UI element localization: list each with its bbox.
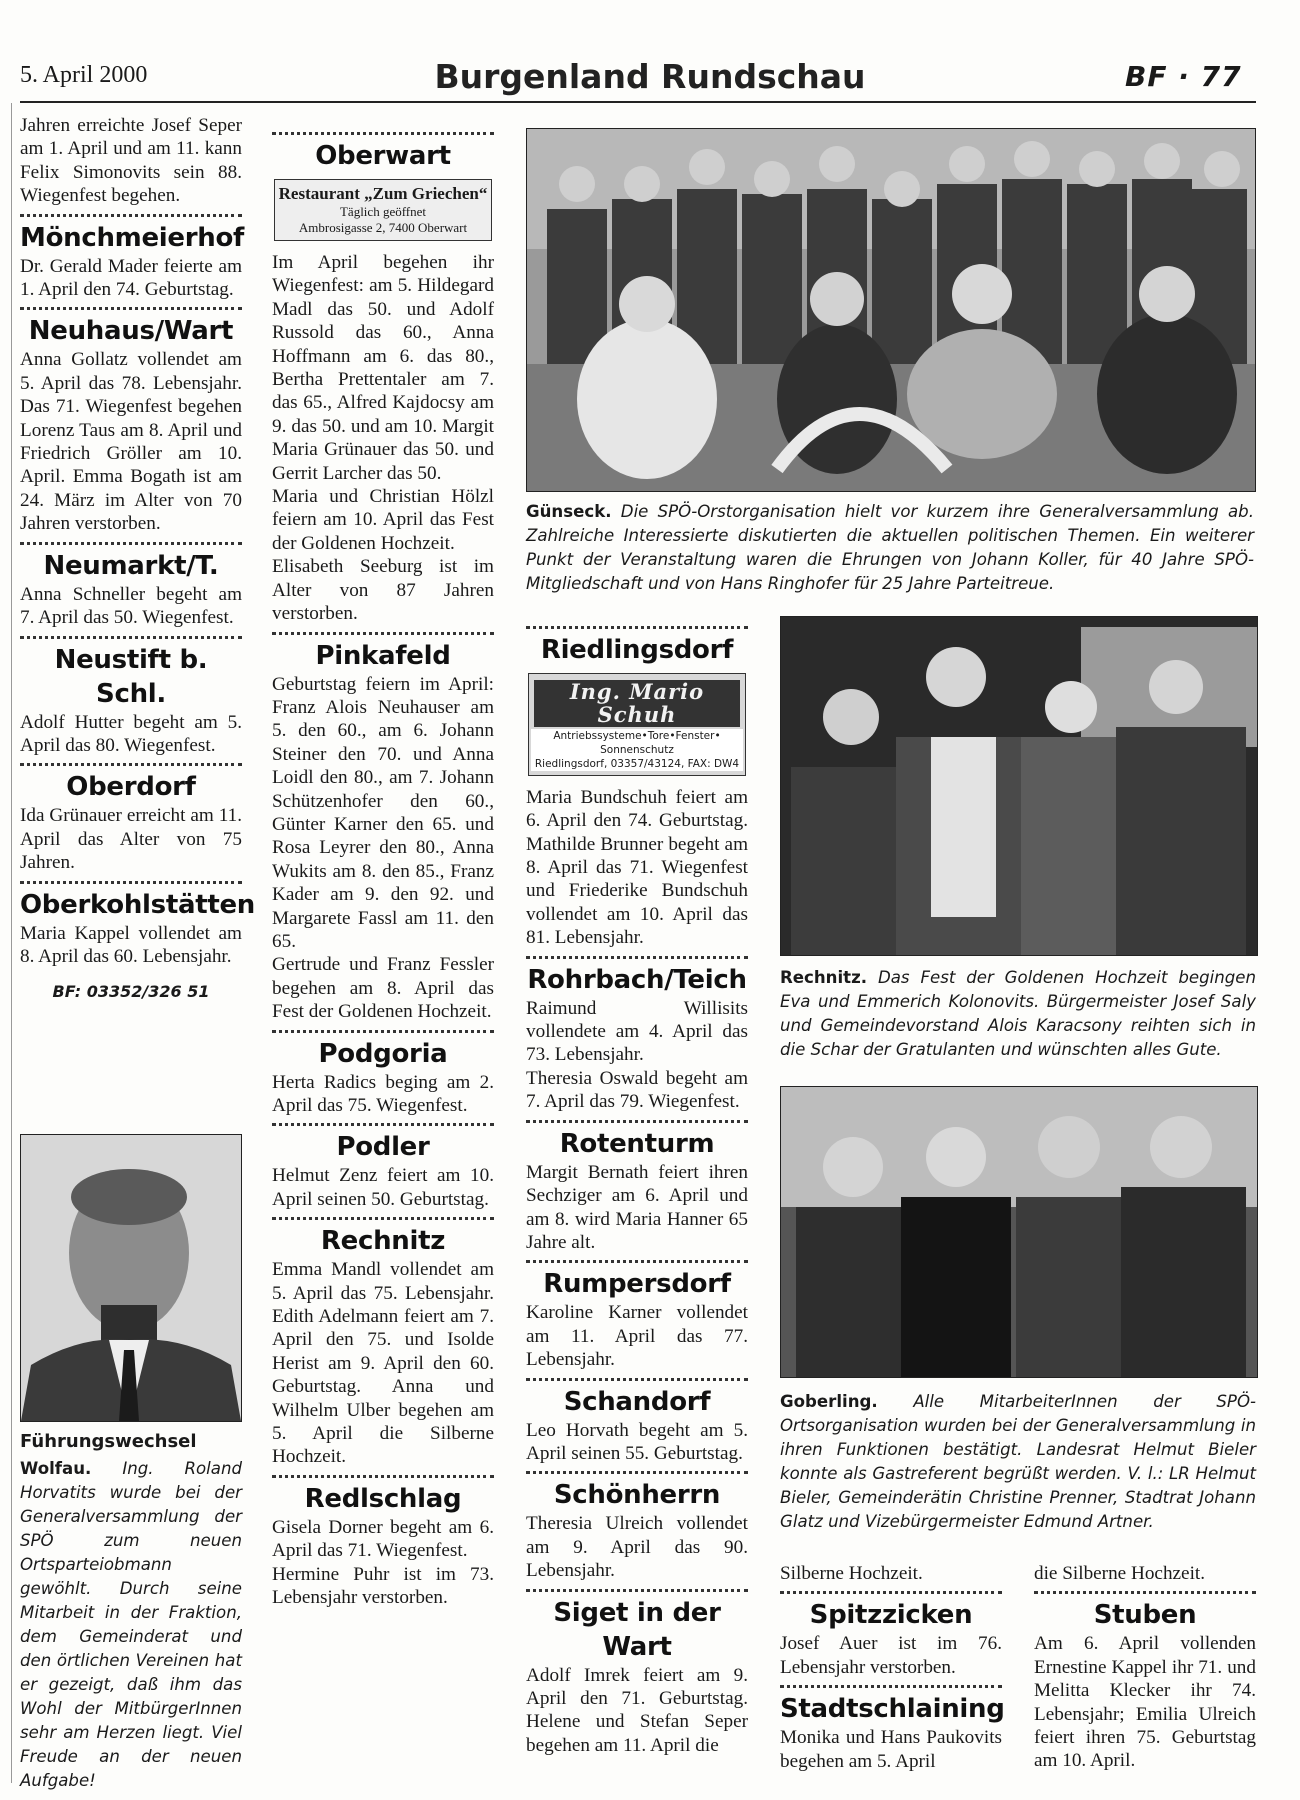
section-text: Silberne Hochzeit. (780, 1563, 923, 1584)
section-text: Maria und Christian Hölzl feiern am 10. April das Fest der Goldenen Hochzeit. (272, 486, 494, 554)
company-ad (528, 673, 746, 776)
section-text: Adolf Imrek feiert am 9. April den 71. Geburtstag. Helene und Stefan Seper begehen am 11. April die (526, 1664, 748, 1756)
feature-place: Wolfau. (20, 1459, 92, 1479)
section-text: Leo Horvath begeht am 5. April seinen 55. Geburtstag. (526, 1419, 748, 1464)
section-text: Im April begehen ihr Wiegenfest: am 5. Hildegard Madl das 50. und Adolf Russold das 60., Anna Hoffmann am 6. das 80., Bertha Prettentaler am 7. das 65., Alfred Kajdocsy am 9. das 50. und am 10. Margit Maria Grünauer das 50. und Gerrit Larcher das 50. (272, 252, 494, 484)
section-text: Anna Gollatz vollendet am 5. April das 78. Lebensjahr. Das 71. Wiegenfest begehen Lorenz Taus am 8. April und Friedrich Gröller am 10. April. Emma Bogath ist am 24. März im Alter von 70 Jahren verstorben. (20, 349, 242, 535)
divider (272, 1030, 494, 1033)
section-text: Theresia Ulreich vollendet am 9. April das 90. Lebensjahr. (526, 1513, 748, 1582)
section-head: Oberwart (315, 141, 451, 171)
column-4 (780, 1562, 1005, 1773)
group-photo-guenseck (526, 128, 1256, 492)
section-head: Rotenturm (559, 1128, 715, 1159)
caption-place: Goberling. (780, 1392, 878, 1411)
portrait-photo (20, 1134, 242, 1422)
section-text: Gisela Dorner begeht am 6. April das 71. Wiegenfest. (272, 1516, 494, 1562)
divider (20, 763, 242, 766)
section-head: Podgoria (318, 1038, 448, 1069)
section-text: Elisabeth Seeburg ist im Alter von 87 Jahren verstorben. (272, 556, 494, 625)
caption-text: Das Fest der Goldenen Hochzeit begingen Eva und Emmerich Kolonovits. Bürgermeister Josef Saly und Gemeindevorstand Alois Karacsony reihten sich in die Schar der Gratulanten und wünschten alles Gute. (780, 968, 1256, 1059)
divider (526, 626, 748, 629)
section-text: Raimund Willisits vollendete am 4. April das 73. Lebensjahr. (526, 997, 748, 1066)
divider (20, 881, 242, 884)
divider (526, 956, 748, 959)
ad-line: Antriebssysteme•Tore•Fenster• Sonnenschutz (531, 729, 743, 757)
restaurant-ad (274, 179, 492, 241)
feature-text: Ing. Roland Horvatits wurde bei der Generalversammlung der SPÖ zum neuen Ortsparteiobmann gewöhlt. Durch seine Mitarbeit in der Fraktion, dem Gemeinderat und den örtlichen Vereinen hat er gezeigt, daß ihm das Wohl der MitbürgerInnen sehr am Herzen liegt. Viel Freude an der neuen Aufgabe! (20, 1459, 242, 1791)
section-text: Maria Kappel vollendet am 8. April das 60. Lebensjahr. (20, 922, 242, 967)
divider (272, 132, 494, 135)
section-head: Siget in der Wart (553, 1597, 721, 1662)
section-head: Stuben (1093, 1600, 1197, 1631)
section-head: Podler (336, 1132, 430, 1163)
divider (272, 1217, 494, 1220)
phone-number: BF: 03352/326 51 (52, 982, 210, 1002)
newspaper-title: Burgenland Rundschau (434, 57, 866, 96)
section-text: Monika und Hans Paukovits begehen am 5. April (780, 1727, 1002, 1772)
column-2 (272, 126, 494, 1610)
ad-line: Riedlingsdorf, 03357/43124, FAX: DW4 (531, 757, 743, 771)
section-text: Ida Grünauer erreicht am 11. April das Alter von 75 Jahren. (20, 805, 242, 874)
divider (526, 1378, 748, 1381)
photo-goberling (780, 1086, 1258, 1378)
section-text: Dr. Gerald Mader feierte am 1. April den 74. Geburtstag. (20, 255, 242, 301)
caption-goberling (780, 1390, 1256, 1534)
divider (526, 1120, 748, 1123)
section-head: Redlschlag (304, 1483, 462, 1514)
caption-rechnitz (780, 966, 1256, 1062)
column-3 (526, 620, 748, 1757)
ad-brand: Ing. Mario Schuh (534, 680, 740, 727)
section-text: Gertrude und Franz Fessler begehen am 8. April das Fest der Goldenen Hochzeit. (272, 954, 494, 1023)
section-head: Neumarkt/T. (43, 550, 219, 581)
ad-line: Täglich geöffnet (339, 204, 427, 219)
caption-text: Die SPÖ-Orstorganisation hielt vor kurzem ihre Generalversammlung ab. Zahlreiche Interessierte diskutierten die aktuellen politischen Themen. Ein weiterer Punkt der Veranstaltung waren die Ehrungen von Johann Koller, für 40 Jahre SPÖ-Mitgliedschaft und von Hans Ringhofer für 25 Jahre Parteitreue. (526, 502, 1254, 593)
section-head: Oberkohlstätten (20, 889, 255, 920)
caption-place: Rechnitz. (780, 968, 868, 987)
column-5 (1034, 1562, 1256, 1773)
section-head: Schandorf (563, 1386, 711, 1417)
divider (526, 1589, 748, 1592)
feature-title: Führungswechsel (20, 1431, 197, 1452)
section-text: Am 6. April vollenden Ernestine Kappel ihr 71. und Melitta Klecker ihr 74. Lebensjahr; Emilia Ulreich feiert ihren 75. Geburtstag am 10. April. (1034, 1633, 1256, 1772)
divider (20, 307, 242, 310)
section-head: Riedlingsdorf (540, 635, 734, 665)
section-text: die Silberne Hochzeit. (1034, 1563, 1206, 1584)
divider (780, 1685, 1002, 1688)
caption-guenseck (526, 500, 1254, 596)
section-text: Geburtstag feiern im April: Franz Alois Neuhauser am 5. den 60., am 6. Johann Steiner den 70. und Anna Loidl den 80., am 7. Johann Schützenhofer den 60., Günter Karner den 65. und Rosa Leyrer den 80., Anna Wukits am 8. den 85., Franz Kader am 9. den 92. und Margarete Fassl am 11. den 65. (272, 673, 494, 952)
page-edge-line (11, 103, 12, 1783)
section-head: Rechnitz (320, 1226, 446, 1257)
section-text: Helmut Zenz feiert am 10. April seinen 50. Geburtstag. (272, 1165, 494, 1210)
divider (526, 1471, 748, 1474)
section-text: Emma Mandl vollendet am 5. April das 75. Lebensjahr. Edith Adelmann feiert am 7. April den 75. und Isolde Herist am 9. April den 60. Geburtstag. Anna und Wilhelm Ulber begehen am 5. April die Silberne Hochzeit. (272, 1259, 494, 1468)
divider (272, 1123, 494, 1126)
page-number: BF · 77 (1125, 60, 1242, 93)
intro-text: Jahren erreichte Josef Seper am 1. April und am 11. kann Felix Simonovits sein 88. Wiegenfest begehen. (20, 115, 242, 207)
ad-line: Ambrosigasse 2, 7400 Oberwart (298, 220, 468, 235)
section-head: Oberdorf (66, 772, 196, 803)
header-rule (20, 101, 1256, 103)
ad-name: Restaurant „Zum Griechen“ (278, 184, 488, 203)
section-text: Maria Bundschuh feiert am 6. April den 74. Geburtstag. Mathilde Brunner begeht am 8. April das 71. Wiegenfest und Friederike Bundschuh vollendet am 10. April das 81. Lebensjahr. (526, 786, 748, 949)
section-text: Anna Schneller begeht am 7. April das 50. Wiegenfest. (20, 583, 242, 629)
section-head: Mönchmeierhof (20, 222, 245, 253)
section-head: Pinkafeld (315, 640, 451, 671)
column-1 (20, 114, 255, 1016)
section-text: Josef Auer ist im 76. Lebensjahr verstorben. (780, 1633, 1002, 1678)
section-text: Margit Bernath feiert ihren Sechziger am 6. April und am 8. wird Maria Hanner 65 Jahre alt. (526, 1161, 748, 1253)
section-text: Adolf Hutter begeht am 5. April das 80. Wiegenfest. (20, 711, 242, 756)
section-head: Rohrbach/Teich (527, 964, 747, 995)
divider (526, 1260, 748, 1263)
caption-text: Alle MitarbeiterInnen der SPÖ-Ortsorganisation wurden bei der Generalversammlung in ihren Funktionen bestätigt. Landesrat Helmut Bieler konnte als Gastreferent begrüßt werden. V. l.: LR Helmut Bieler, Gemeinderätin Christine Prenner, Stadtrat Johann Glatz und Vizebürgermeister Edmund Artner. (780, 1392, 1256, 1531)
divider (272, 1475, 494, 1478)
divider (1034, 1591, 1256, 1594)
feature-article (20, 1430, 242, 1793)
section-head: Rumpersdorf (543, 1269, 731, 1300)
photo-rechnitz (780, 616, 1258, 956)
section-head: Schönherrn (553, 1480, 721, 1511)
caption-place: Günseck. (526, 502, 612, 521)
section-head: Neuhaus/Wart (28, 316, 234, 347)
issue-date: 5. April 2000 (20, 62, 148, 88)
divider (20, 214, 242, 217)
divider (780, 1591, 1002, 1594)
divider (272, 632, 494, 635)
section-text: Herta Radics beging am 2. April das 75. Wiegenfest. (272, 1071, 494, 1116)
section-head: Spitzzicken (809, 1600, 973, 1631)
section-text: Karoline Karner vollendet am 11. April das 77. Lebensjahr. (526, 1302, 748, 1371)
divider (20, 636, 242, 639)
section-head: Neustift b. Schl. (54, 644, 208, 709)
section-text: Hermine Puhr ist im 73. Lebensjahr verstorben. (272, 1563, 494, 1609)
divider (20, 542, 242, 545)
section-head: Stadtschlaining (780, 1694, 1005, 1725)
section-text: Theresia Oswald begeht am 7. April das 79. Wiegenfest. (526, 1067, 748, 1113)
